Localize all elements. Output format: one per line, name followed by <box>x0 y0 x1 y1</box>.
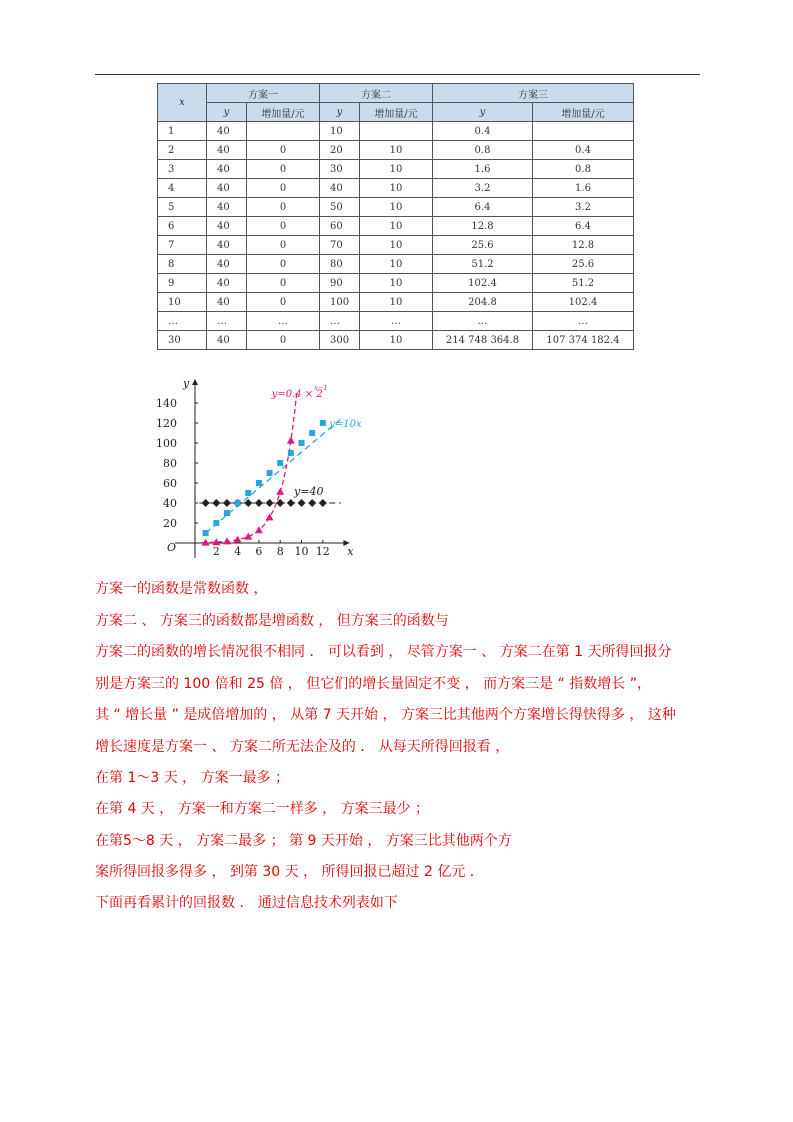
y-tick-label: 140 <box>156 397 177 410</box>
table-cell: … <box>360 312 433 331</box>
table-cell: 40 <box>207 122 247 141</box>
y-tick-label: 40 <box>163 497 177 510</box>
table-cell: 10 <box>360 179 433 198</box>
table-cell: 8 <box>158 255 207 274</box>
table-row <box>158 160 634 179</box>
table-cell: … <box>533 312 634 331</box>
table-cell: 70 <box>320 236 360 255</box>
table-row <box>158 331 634 350</box>
diamond-marker <box>287 499 295 507</box>
x-tick-label: 4 <box>234 545 242 558</box>
table-cell: 40 <box>207 331 247 350</box>
header-plan-3: 方案三 <box>433 84 634 103</box>
table-cell: 3.2 <box>433 179 533 198</box>
origin-label: O <box>167 541 177 554</box>
y-tick-label: 20 <box>163 517 177 530</box>
table-cell: 60 <box>320 217 360 236</box>
table-cell: 25.6 <box>433 236 533 255</box>
table-cell: 10 <box>360 293 433 312</box>
table-cell: 80 <box>320 255 360 274</box>
table-cell: 10 <box>360 141 433 160</box>
table-row <box>158 217 634 236</box>
table-cell: 10 <box>360 160 433 179</box>
table-cell: 100 <box>320 293 360 312</box>
table-row <box>158 236 634 255</box>
square-marker <box>277 460 283 466</box>
table-cell: 6.4 <box>433 198 533 217</box>
paragraph-line: 别是方案三的 100 倍和 25 倍 ， 但它们的增长量固定不变 ， 而方案三是 “ 指数增长 ”， <box>95 676 651 692</box>
series-label-exponential: y=0.4 × 2 <box>271 389 323 400</box>
table-cell: 6 <box>158 217 207 236</box>
table-row <box>158 141 634 160</box>
paragraph-line: 方案一的函数是常数函数 ， <box>95 581 268 597</box>
subheader-increase: 增加量/元 <box>360 103 433 122</box>
square-marker <box>203 530 209 536</box>
table-cell: 107 374 182.4 <box>533 331 634 350</box>
table-cell: 90 <box>320 274 360 293</box>
table-cell: 0 <box>247 141 320 160</box>
table-row <box>158 122 634 141</box>
table-cell: 30 <box>320 160 360 179</box>
triangle-marker <box>287 437 295 444</box>
paragraph-line: 方案二的函数的增长情况很不相同 ． 可以看到 ， 尽管方案一 、 方案二在第 1 天所得回报分 <box>95 644 672 660</box>
diamond-marker <box>223 499 231 507</box>
table-cell: 0.4 <box>533 141 634 160</box>
table-cell: 7 <box>158 236 207 255</box>
table-cell: 10 <box>360 236 433 255</box>
table-cell: 0 <box>247 217 320 236</box>
table-cell: 30 <box>158 331 207 350</box>
table-row <box>158 293 634 312</box>
table-cell: 0 <box>247 236 320 255</box>
y-axis-label: y <box>183 377 190 390</box>
x-tick-label: 8 <box>276 545 284 558</box>
table-cell: 40 <box>207 217 247 236</box>
table-cell: 204.8 <box>433 293 533 312</box>
paragraph-line: 下面再看累计的回报数 ． 通过信息技术列表如下 <box>95 895 398 911</box>
table-cell: 10 <box>360 255 433 274</box>
table-cell: 51.2 <box>533 274 634 293</box>
square-marker <box>267 470 273 476</box>
plan-comparison-table <box>157 83 634 350</box>
table-cell: … <box>207 312 247 331</box>
table-cell: 9 <box>158 274 207 293</box>
table-cell: 12.8 <box>533 236 634 255</box>
series-label-exponent: x−1 <box>314 384 328 392</box>
square-marker <box>309 430 315 436</box>
header-plan-1: 方案一 <box>207 84 320 103</box>
table-subheader-row <box>158 103 634 122</box>
table-row <box>158 198 634 217</box>
table-cell: 0.4 <box>433 122 533 141</box>
square-marker <box>256 480 262 486</box>
square-marker <box>245 490 251 496</box>
table-cell: 1.6 <box>533 179 634 198</box>
table-cell: 0 <box>247 160 320 179</box>
table-cell: 0.8 <box>533 160 634 179</box>
subheader-y: y <box>207 103 247 122</box>
square-marker <box>288 450 294 456</box>
table-cell: 10 <box>360 217 433 236</box>
table-cell: 300 <box>320 331 360 350</box>
table-cell: 20 <box>320 141 360 160</box>
header-x: x <box>158 84 207 122</box>
x-tick-label: 2 <box>212 545 220 558</box>
table-cell: 40 <box>207 293 247 312</box>
series-label-linear: y=10x <box>329 419 362 430</box>
table-cell: 0 <box>247 198 320 217</box>
table-cell <box>360 122 433 141</box>
paragraph-line: 在第 4 天 ， 方案一和方案二一样多 ， 方案三最少 ； <box>95 801 430 817</box>
table-cell: … <box>247 312 320 331</box>
diamond-marker <box>202 499 210 507</box>
table-row <box>158 312 634 331</box>
table-cell: 25.6 <box>533 255 634 274</box>
table-cell: 40 <box>207 255 247 274</box>
x-axis-label: x <box>347 545 354 558</box>
table-cell: 0 <box>247 274 320 293</box>
table-cell: 1 <box>158 122 207 141</box>
triangle-marker <box>244 533 252 540</box>
series-label-flat: y=40 <box>294 485 324 498</box>
table-cell: 102.4 <box>433 274 533 293</box>
subheader-increase: 增加量/元 <box>247 103 320 122</box>
table-cell: 40 <box>207 274 247 293</box>
square-marker <box>213 520 219 526</box>
table-cell: 51.2 <box>433 255 533 274</box>
table-cell: 6.4 <box>533 217 634 236</box>
table-cell: 10 <box>360 198 433 217</box>
table-header-row <box>158 84 634 103</box>
subheader-increase: 增加量/元 <box>533 103 634 122</box>
table-cell <box>533 122 634 141</box>
table-cell: 0 <box>247 331 320 350</box>
table-cell: 10 <box>320 122 360 141</box>
table-cell: 102.4 <box>533 293 634 312</box>
y-axis-arrow <box>192 379 198 385</box>
y-tick-label: 60 <box>163 477 177 490</box>
table-cell: 1.6 <box>433 160 533 179</box>
square-marker <box>320 420 326 426</box>
paragraph-line: 案所得回报多得多 ， 到第 30 天 ， 所得回报已超过 2 亿元 ． <box>95 864 484 880</box>
table-cell: 40 <box>207 160 247 179</box>
triangle-marker <box>266 513 274 520</box>
subheader-y: y <box>320 103 360 122</box>
square-marker <box>224 510 230 516</box>
triangle-marker <box>276 488 284 495</box>
table-row <box>158 255 634 274</box>
table-cell: 4 <box>158 179 207 198</box>
triangle-marker <box>234 536 242 543</box>
table-cell: 10 <box>360 274 433 293</box>
y-tick-label: 120 <box>156 417 177 430</box>
table-row <box>158 274 634 293</box>
y-tick-label: 100 <box>156 437 177 450</box>
table-cell: 40 <box>207 141 247 160</box>
table-cell: … <box>433 312 533 331</box>
paragraph-line: 在第 1～3 天 ， 方案一最多 ； <box>95 770 290 786</box>
diamond-marker <box>308 499 316 507</box>
paragraph-line: 在第5～8 天 ， 方案二最多 ； 第 9 天开始 ， 方案三比其他两个方 <box>95 833 512 849</box>
table-cell: 10 <box>360 331 433 350</box>
table-cell: 10 <box>158 293 207 312</box>
square-marker <box>299 440 305 446</box>
subheader-y: y <box>433 103 533 122</box>
header-rule <box>95 74 700 75</box>
table-cell: 50 <box>320 198 360 217</box>
diamond-marker <box>319 499 327 507</box>
diamond-marker <box>255 499 263 507</box>
header-plan-2: 方案二 <box>320 84 433 103</box>
table-cell: 0 <box>247 255 320 274</box>
diamond-marker <box>298 499 306 507</box>
table-cell: 0 <box>247 179 320 198</box>
paragraph-line: 增长速度是方案一 、 方案二所无法企及的 ． 从每天所得回报看 ， <box>95 739 510 755</box>
table-cell: 214 748 364.8 <box>433 331 533 350</box>
table-cell: 5 <box>158 198 207 217</box>
table-cell: 40 <box>207 198 247 217</box>
diamond-marker <box>266 499 274 507</box>
paragraph-line: 其 “ 增长量 ” 是成倍增加的 ， 从第 7 天开始 ， 方案三比其他两个方案增长得快得多 ， 这种 <box>95 707 676 723</box>
growth-chart <box>150 375 480 565</box>
table-cell: 3.2 <box>533 198 634 217</box>
table-cell: 40 <box>320 179 360 198</box>
table-row <box>158 179 634 198</box>
table-cell: 0.8 <box>433 141 533 160</box>
x-tick-label: 12 <box>315 545 330 558</box>
paragraph-line: 方案二 、 方案三的函数都是增函数 ， 但方案三的函数与 <box>95 613 449 629</box>
square-marker <box>235 500 241 506</box>
x-tick-label: 6 <box>255 545 263 558</box>
x-tick-label: 10 <box>294 545 309 558</box>
table-cell: … <box>158 312 207 331</box>
table-cell: 0 <box>247 293 320 312</box>
table-cell: 3 <box>158 160 207 179</box>
diamond-marker <box>276 499 284 507</box>
y-tick-label: 80 <box>163 457 177 470</box>
table-cell: 40 <box>207 236 247 255</box>
table-cell: 2 <box>158 141 207 160</box>
table-cell: … <box>320 312 360 331</box>
table-cell: 40 <box>207 179 247 198</box>
table-cell <box>247 122 320 141</box>
table-cell: 12.8 <box>433 217 533 236</box>
diamond-marker <box>212 499 220 507</box>
